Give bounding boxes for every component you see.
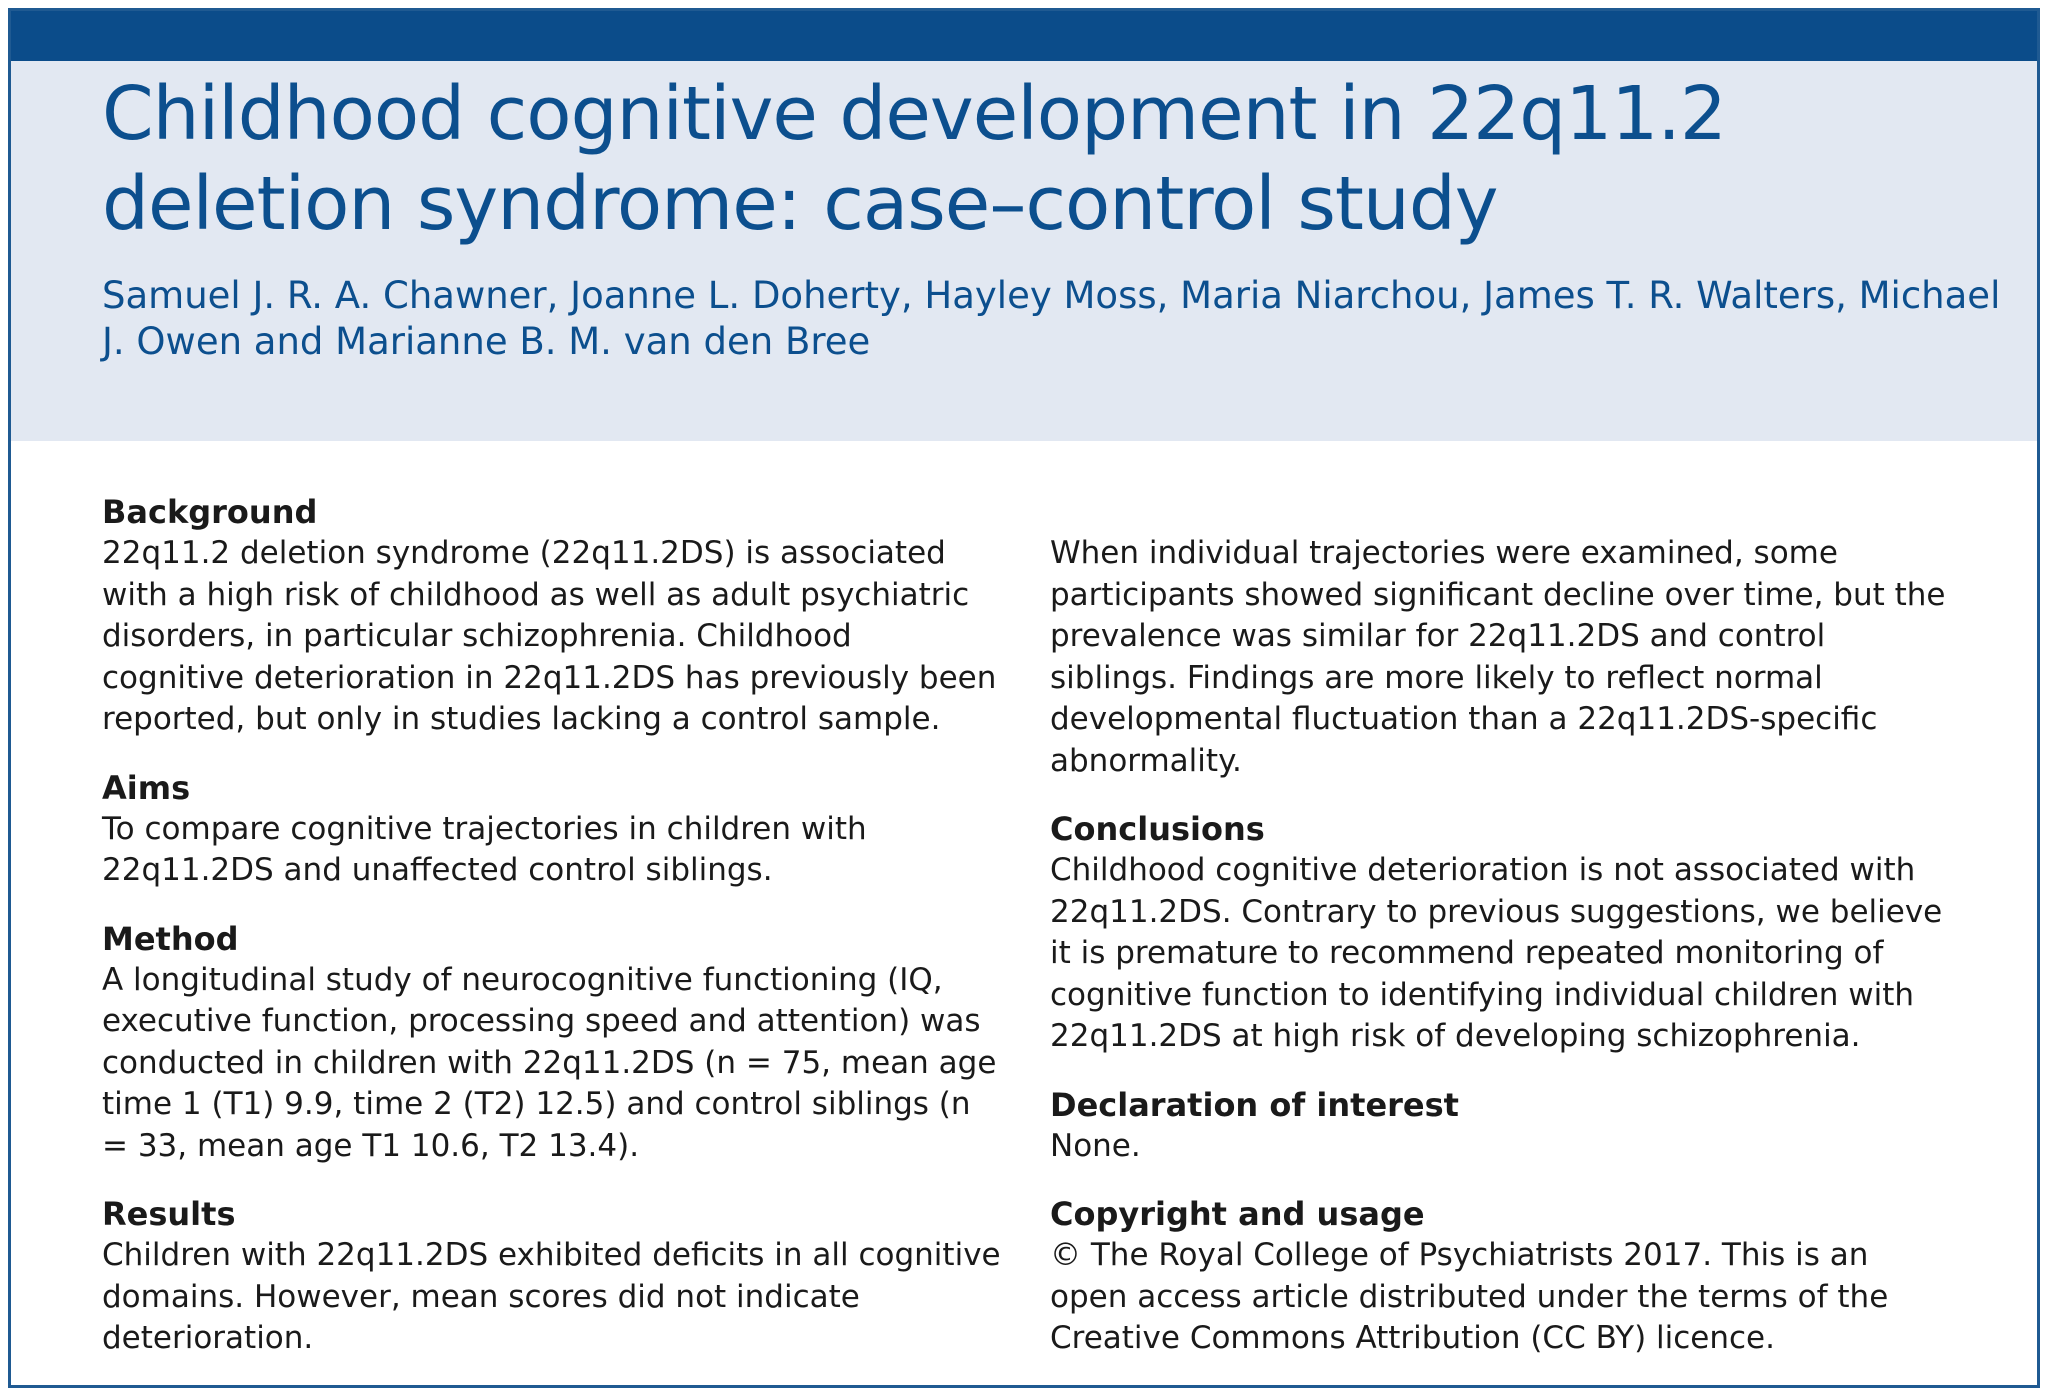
section-results-continued [1050, 491, 1950, 782]
method-text: A longitudinal study of neurocognitive functioning (IQ, executive function, processing speed and attention) was conducted in children with 22q11.2DS (n = 75, mean age time 1 (T1) 9.9, time 2 (T2) 12.5) and control siblings (n = 33, mean age T1 10.6, T2 13.4). [102, 961, 997, 1164]
declaration-heading: Declaration of interest [1050, 1085, 1459, 1124]
aims-text: To compare cognitive trajectories in children with 22q11.2DS and unaffected control siblings. [102, 810, 867, 888]
copyright-text: © The Royal College of Psychiatrists 2017. This is an open access article distributed under the terms of the Creative Commons Attribution (CC BY) licence. [1050, 1237, 1889, 1356]
article-title: Childhood cognitive development in 22q11.2 deletion syndrome: case–control study [102, 71, 1726, 247]
method-heading: Method [102, 919, 239, 958]
abstract-right-column [1050, 491, 1950, 1386]
top-color-bar [11, 11, 2037, 61]
section-declaration [1050, 1084, 1950, 1168]
results-heading: Results [102, 1195, 236, 1233]
abstract-left-column [102, 491, 1002, 1386]
abstract-frame [8, 8, 2040, 1388]
section-copyright [1050, 1193, 1950, 1360]
author-list: Samuel J. R. A. Chawner, Joanne L. Doherty, Hayley Moss, Maria Niarchou, James T. R. Walters, Michael J. Owen and Marianne B. M. van den Bree [102, 274, 2001, 363]
copyright-heading: Copyright and usage [1050, 1195, 1425, 1233]
section-results [102, 1193, 1002, 1360]
conclusions-heading: Conclusions [1050, 810, 1265, 848]
section-background [102, 491, 1002, 741]
section-aims [102, 767, 1002, 892]
results-continuation-text: When individual trajectories were examined, some participants showed significant decline over time, but the prevalence was similar for 22q11.2DS and control siblings. Findings are more likely to reflect normal developmental fluctuation than a 22q11.2DS-specific abnormality. [1050, 535, 1946, 779]
background-heading: Background [102, 493, 318, 531]
aims-heading: Aims [102, 768, 191, 807]
background-text: 22q11.2 deletion syndrome (22q11.2DS) is associated with a high risk of childhood as well as adult psychiatric disorders, in particular schizophrenia. Childhood cognitive deterioration in 22q11.2DS has previously been reported, but only in studies lacking a control sample. [102, 535, 997, 737]
results-text: Children with 22q11.2DS exhibited deficits in all cognitive domains. However, mean scores did not indicate deterioration. [102, 1237, 1001, 1356]
section-method [102, 918, 1002, 1168]
section-conclusions [1050, 808, 1950, 1058]
declaration-text: None. [1050, 1127, 1141, 1164]
conclusions-text: Childhood cognitive deterioration is not associated with 22q11.2DS. Contrary to previous suggestions, we believe it is premature to recommend repeated monitoring of cognitive function to identifying individual children with 22q11.2DS at high risk of developing schizophrenia. [1050, 852, 1943, 1054]
